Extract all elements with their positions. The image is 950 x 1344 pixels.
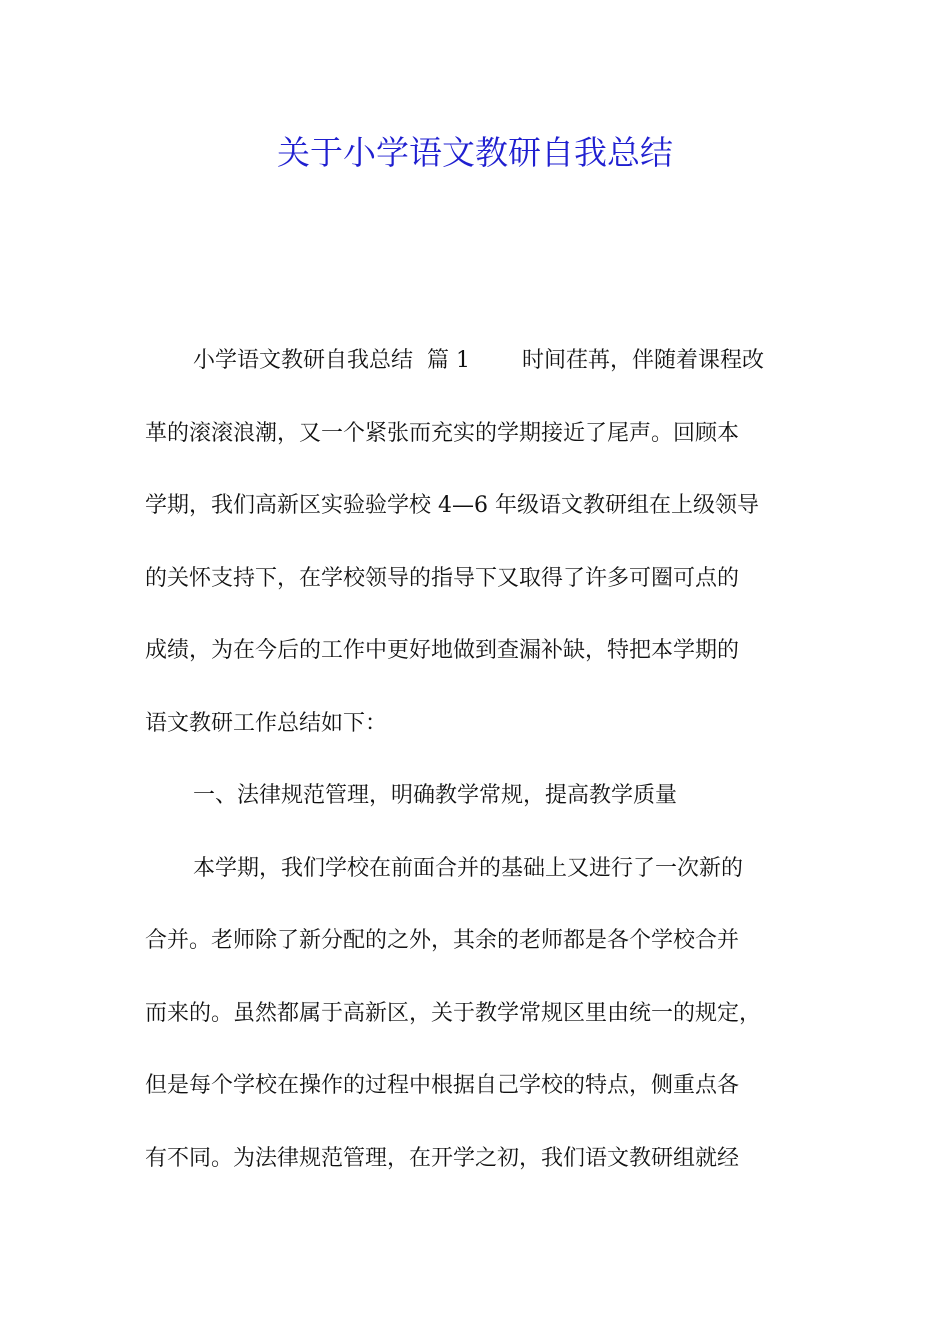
paragraph-line: 但是每个学校在操作的过程中根据自己学校的特点，侧重点各: [145, 1073, 740, 1098]
paragraph-line: 合并。老师除了新分配的之外，其余的老师都是各个学校合并: [145, 928, 740, 953]
paragraph-text: 时间荏苒，伴随着课程改: [521, 348, 764, 373]
paragraph-line: 成绩，为在今后的工作中更好地做到查漏补缺，特把本学期的: [145, 638, 740, 663]
paragraph-line: 的关怀支持下，在学校领导的指导下又取得了许多可圈可点的: [145, 565, 740, 591]
paragraph-line: 有不同。为法律规范管理，在开学之初，我们语文教研组就经: [145, 1145, 740, 1171]
paragraph-line: 而来的。虽然都属于高新区，关于教学常规区里由统一的规定，: [145, 1000, 762, 1026]
paragraph-line: [145, 339, 810, 412]
paragraph-line: 语文教研工作总结如下：: [145, 710, 388, 736]
section-heading-label: 小学语文教研自我总结 篇 1: [193, 348, 470, 373]
section-heading: 一、法律规范管理，明确教学常规，提高教学质量: [193, 783, 678, 808]
paragraph-line: 本学期，我们学校在前面合并的基础上又进行了一次新的: [193, 855, 744, 881]
paragraph-line: 革的滚滚浪潮，又一个紧张而充实的学期接近了尾声。回顾本: [145, 420, 740, 446]
paragraph-line: 学期，我们高新区实验验学校 4—6 年级语文教研组在上级领导: [145, 493, 759, 518]
document-title: 关于小学语文教研自我总结: [277, 133, 673, 172]
document-body: [145, 339, 810, 1209]
